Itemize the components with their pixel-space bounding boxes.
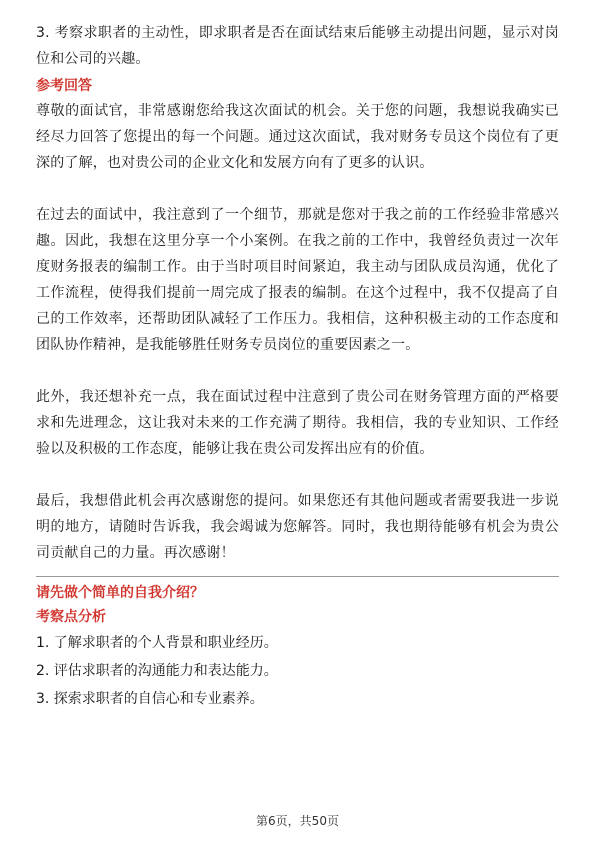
analysis-point-2: 2. 评估求职者的沟通能力和表达能力。 bbox=[36, 663, 278, 679]
answer-paragraph-1: 尊敬的面试官，非常感谢您给我这次面试的机会。关于您的问题，我想说我确实已经尽力回答了您提出的每一个问题。通过这次面试，我对财务专员这个岗位有了更深的了解，也对贵公司的企业文化和发展方向有了更多的认识。 bbox=[36, 103, 559, 171]
analysis-point-3: 3. 考察求职者的主动性，即求职者是否在面试结束后能够主动提出问题，显示对岗位和公司的兴趣。 bbox=[36, 25, 559, 67]
document-page bbox=[36, 20, 559, 713]
answer-paragraph-4: 最后，我想借此机会再次感谢您的提问。如果您还有其他问题或者需要我进一步说明的地方，请随时告诉我，我会竭诚为您解答。同时，我也期待能够有机会为贵公司贡献自己的力量。再次感谢！ bbox=[36, 493, 559, 561]
reference-answer-heading: 参考回答 bbox=[36, 78, 92, 94]
section-divider bbox=[36, 576, 559, 577]
question-title: 请先做个简单的自我介绍？ bbox=[36, 585, 204, 601]
analysis-heading: 考察点分析 bbox=[36, 609, 106, 625]
answer-paragraph-2: 在过去的面试中，我注意到了一个细节，那就是您对于我之前的工作经验非常感兴趣。因此，我想在这里分享一个小案例。在我之前的工作中，我曾经负责过一次年度财务报表的编制工作。由于当时项目时间紧迫，我主动与团队成员沟通，优化了工作流程，使得我们提前一周完成了报表的编制。在这个过程中，我不仅提高了自己的工作效率，还帮助团队减轻了工作压力。我相信，这种积极主动的工作态度和团队协作精神，是我能够胜任财务专员岗位的重要因素之一。 bbox=[36, 207, 559, 353]
answer-paragraph-3: 此外，我还想补充一点，我在面试过程中注意到了贵公司在财务管理方面的严格要求和先进理念，这让我对未来的工作充满了期待。我相信，我的专业知识、工作经验以及积极的工作态度，能够让我在贵公司发挥出应有的价值。 bbox=[36, 389, 559, 457]
spacer bbox=[36, 176, 559, 202]
analysis-point-1: 1. 了解求职者的个人背景和职业经历。 bbox=[36, 635, 278, 651]
spacer bbox=[36, 462, 559, 488]
analysis-point-3b: 3. 探索求职者的自信心和专业素养。 bbox=[36, 691, 264, 707]
spacer bbox=[36, 358, 559, 384]
page-number: 第6页，共50页 bbox=[256, 814, 339, 828]
